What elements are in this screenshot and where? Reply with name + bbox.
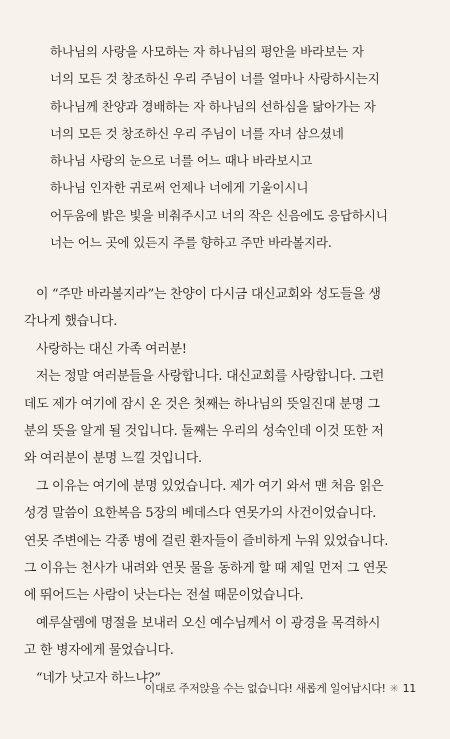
paragraph-line: 성경 말씀이 요한복음 5장의 베데스다 연못가의 사건이었습니다.: [24, 506, 377, 522]
paragraph-line: 그 이유는 여기에 분명 있었습니다. 제가 여기 와서 맨 처음 읽은: [36, 478, 384, 494]
hymn-line: 너의 모든 것 창조하신 우리 주님이 너를 얼마나 사랑하시는지: [50, 71, 380, 87]
hymn-line: 너의 모든 것 창조하신 우리 주님이 너를 자녀 삼으셨네: [50, 125, 344, 141]
paragraph-line: 데도 제가 여기에 잠시 온 것은 첫째는 하나님의 뜻일진대 분명 그: [24, 396, 380, 412]
asterisk-separator-icon: ✳: [389, 682, 399, 695]
paragraph-line: 연못 주변에는 각종 병에 걸린 환자들이 즐비하게 누워 있었습니다.: [24, 533, 389, 549]
hymn-line: 어두움에 밝은 빛을 비춰주시고 너의 작은 신음에도 응답하시니: [50, 207, 388, 223]
paragraph-line: 에 뛰어드는 사람이 낫는다는 전설 때문이었습니다.: [24, 588, 304, 604]
hymn-line: 하나님 사랑의 눈으로 너를 어느 때나 바라보시고: [50, 153, 313, 169]
hymn-line: 하나님 인자한 귀로써 언제나 너에게 기울이시니: [50, 180, 309, 196]
paragraph-line: 저는 정말 여러분들을 사랑합니다. 대신교회를 사랑합니다. 그런: [36, 369, 385, 385]
paragraph-line: “네가 낫고자 하느냐?”: [36, 670, 161, 686]
paragraph-line: 예루살렘에 명절을 보내러 오신 예수님께서 이 광경을 목격하시: [36, 615, 381, 631]
paragraph-line: 와 여러분이 분명 느낄 것입니다.: [24, 451, 202, 467]
running-title: 이대로 주저앉을 수는 없습니다! 새롭게 일어납시다!: [144, 682, 386, 695]
paragraph-line: 각나게 했습니다.: [24, 314, 118, 330]
paragraph-line: 이 “주만 바라볼지라”는 찬양이 다시금 대신교회와 성도들을 생: [36, 287, 381, 302]
hymn-line: 하나님께 찬양과 경배하는 자 하나님의 선하심을 닮아가는 자: [50, 98, 376, 114]
paragraph-line: 분의 뜻을 알게 될 것입니다. 둘째는 우리의 성숙인데 이것 또한 저: [24, 424, 384, 440]
hymn-lyrics: [50, 38, 430, 256]
paragraph-line: 사랑하는 대신 가족 여러분!: [36, 341, 187, 357]
hymn-line: 너는 어느 곳에 있든지 주를 향하고 주만 바라볼지라.: [50, 235, 332, 251]
hymn-line: 하나님의 사랑을 사모하는 자 하나님의 평안을 바라보는 자: [50, 44, 364, 59]
page-footer: [145, 680, 416, 696]
paragraph-line: 그 이유는 천사가 내려와 연못 물을 동하게 할 때 제일 먼저 그 연못: [24, 561, 388, 577]
paragraph-line: 고 한 병자에게 물었습니다.: [24, 643, 174, 659]
body-text: [24, 281, 436, 692]
page-number: 11: [402, 682, 416, 695]
